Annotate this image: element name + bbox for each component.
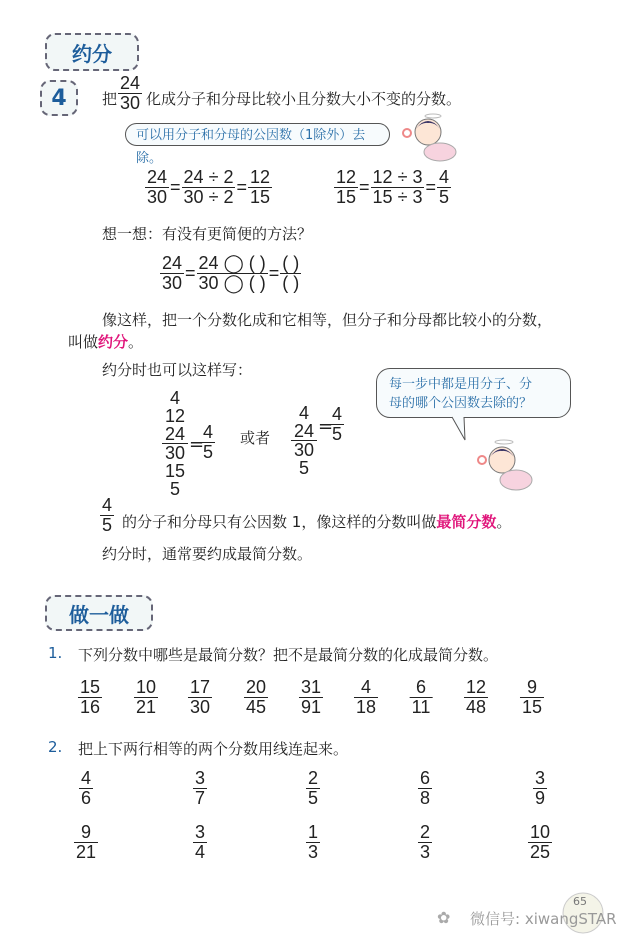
denominator: 25 [529,842,551,862]
denominator: 30 [291,440,317,459]
denominator: 3 [419,842,431,862]
fraction [188,678,212,717]
numerator: 12 [336,167,357,187]
numerator: 12 [465,677,487,697]
denominator: 5 [102,515,113,535]
numerator: 6 [415,677,426,697]
denominator: 15 [521,697,543,717]
practice-title-text: 做一做 [69,602,129,627]
equals-sign: = [268,263,280,283]
watermark: 微信号: xiwangSTAR [470,910,617,928]
hint-text-2b: 母的哪个公因数去除的？ [389,396,533,411]
fraction [418,769,432,808]
numerator: 10 [529,822,551,842]
wechat-icon: ✿ [437,908,451,927]
simplest-fraction [100,496,114,535]
stack-number: 15 [164,461,186,481]
numerator: 4 [360,677,371,697]
numerator: 4 [438,167,449,187]
denominator: 21 [135,697,157,717]
denominator: 3 [307,842,319,862]
denominator-blank: ( ) [282,273,300,293]
fraction [528,823,552,862]
rule-text: 约分时，通常要约成最简分数。 [102,545,313,563]
term-reduction: 约分 [98,333,129,351]
q2-text: 把上下两行相等的两个分数用线连起来。 [78,740,349,758]
definition-line-1: 像这样，把一个分数化成和它相等，但分子和分母都比较小的分数， [102,311,553,329]
fraction [134,678,158,717]
denominator: 16 [79,697,101,717]
or-label: 或者 [240,429,271,447]
numerator: 9 [526,677,537,697]
equals-sign: = [185,263,196,283]
denominator: 91 [300,697,322,717]
stack-2-result [330,405,344,444]
numerator: 24 [293,421,315,441]
definition-prefix: 叫做 [68,333,99,351]
numerator: 1 [307,822,319,842]
denominator: 7 [194,788,206,808]
numerator: 9 [80,822,91,842]
q2-number: 2. [48,738,63,756]
denominator: 30 [147,187,168,207]
numerator: 2 [419,822,431,842]
fraction [520,678,544,717]
equals-sign: = [318,416,334,437]
numerator-blank: ( ) [282,253,300,273]
cartoon-girl-icon [468,436,543,496]
numerator: 24 [164,424,186,444]
denominator: 48 [465,697,487,717]
numerator: 10 [135,677,157,697]
stack-number: 4 [169,388,180,408]
example-fraction [118,74,142,113]
definition-end: 。 [128,333,144,351]
numerator: 4 [80,768,92,788]
numerator: 24 [120,73,141,93]
denominator: 18 [355,697,377,717]
denominator: 4 [194,842,206,862]
denominator: 30 [162,273,183,293]
denominator: 30 [120,93,141,113]
fraction [78,678,102,717]
numerator: 6 [419,768,431,788]
cancel-stack-1 [162,389,188,498]
equals-sign: = [359,177,370,197]
equation-1 [145,168,272,207]
denominator: 15 ÷ 3 [372,187,423,207]
equals-sign: = [236,177,247,197]
denominator: 30 [189,697,211,717]
practice-title [45,595,153,631]
section-title-text: 约分 [72,41,112,66]
numerator: 12 ÷ 3 [372,167,423,187]
alt-intro: 约分时也可以这样写： [102,361,253,379]
numerator: 20 [245,677,267,697]
cartoon-girl-icon [395,110,465,165]
denominator: 6 [80,788,92,808]
fraction [193,823,207,862]
stack-number: 5 [298,458,309,478]
q1-text: 下列分数中哪些是最简分数？把不是最简分数的化成最简分数。 [78,646,499,664]
stack-number: 5 [169,479,180,499]
hint-bubble-1 [125,123,390,166]
fraction [79,769,93,808]
definition-line-2 [68,331,143,352]
section-title [45,33,139,71]
hint-bubble-2 [376,368,571,418]
denominator: 5 [203,442,214,462]
numerator: 4 [203,422,214,442]
denominator: 45 [245,697,267,717]
numerator: 4 [102,495,113,515]
equation-2 [334,168,451,207]
example-number: 4 [51,85,67,111]
fraction [464,678,488,717]
stack-number: 4 [298,403,309,423]
fraction [74,823,98,862]
stack-number: 12 [164,406,186,426]
fraction [533,769,547,808]
hint-text-2a: 每一步中都是用分子、分 [389,377,533,392]
denominator: 5 [332,424,343,444]
fraction [410,678,433,717]
example-number-badge [40,80,78,116]
numerator: 31 [300,677,322,697]
denominator: 5 [438,187,449,207]
denominator: 15 [336,187,357,207]
fraction [354,678,378,717]
fraction [306,769,320,808]
numerator: 3 [534,768,546,788]
fraction [244,678,268,717]
equals-sign: = [425,177,436,197]
numerator: 3 [194,822,206,842]
denominator: 30 ÷ 2 [183,187,234,207]
denominator: 8 [419,788,431,808]
equals-sign: = [189,434,205,455]
example-prefix: 把 [102,90,118,108]
numerator: 17 [189,677,211,697]
bubble-tail-icon [450,416,470,442]
example-text: 化成分子和分母比较小且分数大小不变的分数。 [146,90,462,108]
numerator-blank: 24 ◯ ( ) [198,253,266,273]
numerator: 15 [79,677,101,697]
simplest-end: 。 [496,513,512,531]
denominator-blank: 30 ◯ ( ) [198,273,266,293]
q1-number: 1. [48,644,63,662]
numerator: 4 [332,404,343,424]
equation-3 [160,254,301,293]
fraction [193,769,207,808]
numerator: 3 [194,768,206,788]
hint-text-1: 可以用分子和分母的公因数（1除外）去除。 [136,128,366,166]
fraction [418,823,432,862]
denominator: 15 [249,187,271,207]
numerator: 2 [307,768,319,788]
term-simplest-fraction: 最简分数 [436,513,497,531]
simplest-text: 的分子和分母只有公因数 1，像这样的分数叫做 [122,513,437,531]
denominator: 30 [162,443,188,462]
denominator: 9 [534,788,546,808]
numerator: 24 [162,253,183,273]
cancel-stack-2 [291,404,317,477]
think-prompt: 想一想：有没有更简便的方法？ [102,225,313,243]
simplest-definition [122,511,511,532]
fraction [306,823,320,862]
numerator: 24 ÷ 2 [183,167,234,187]
denominator: 11 [411,697,431,717]
fraction [299,678,323,717]
denominator: 21 [75,842,97,862]
page-number: 65 [573,895,587,908]
numerator: 24 [147,167,168,187]
stack-1-result [201,423,215,462]
denominator: 5 [307,788,319,808]
equals-sign: = [170,177,181,197]
numerator: 12 [249,167,271,187]
